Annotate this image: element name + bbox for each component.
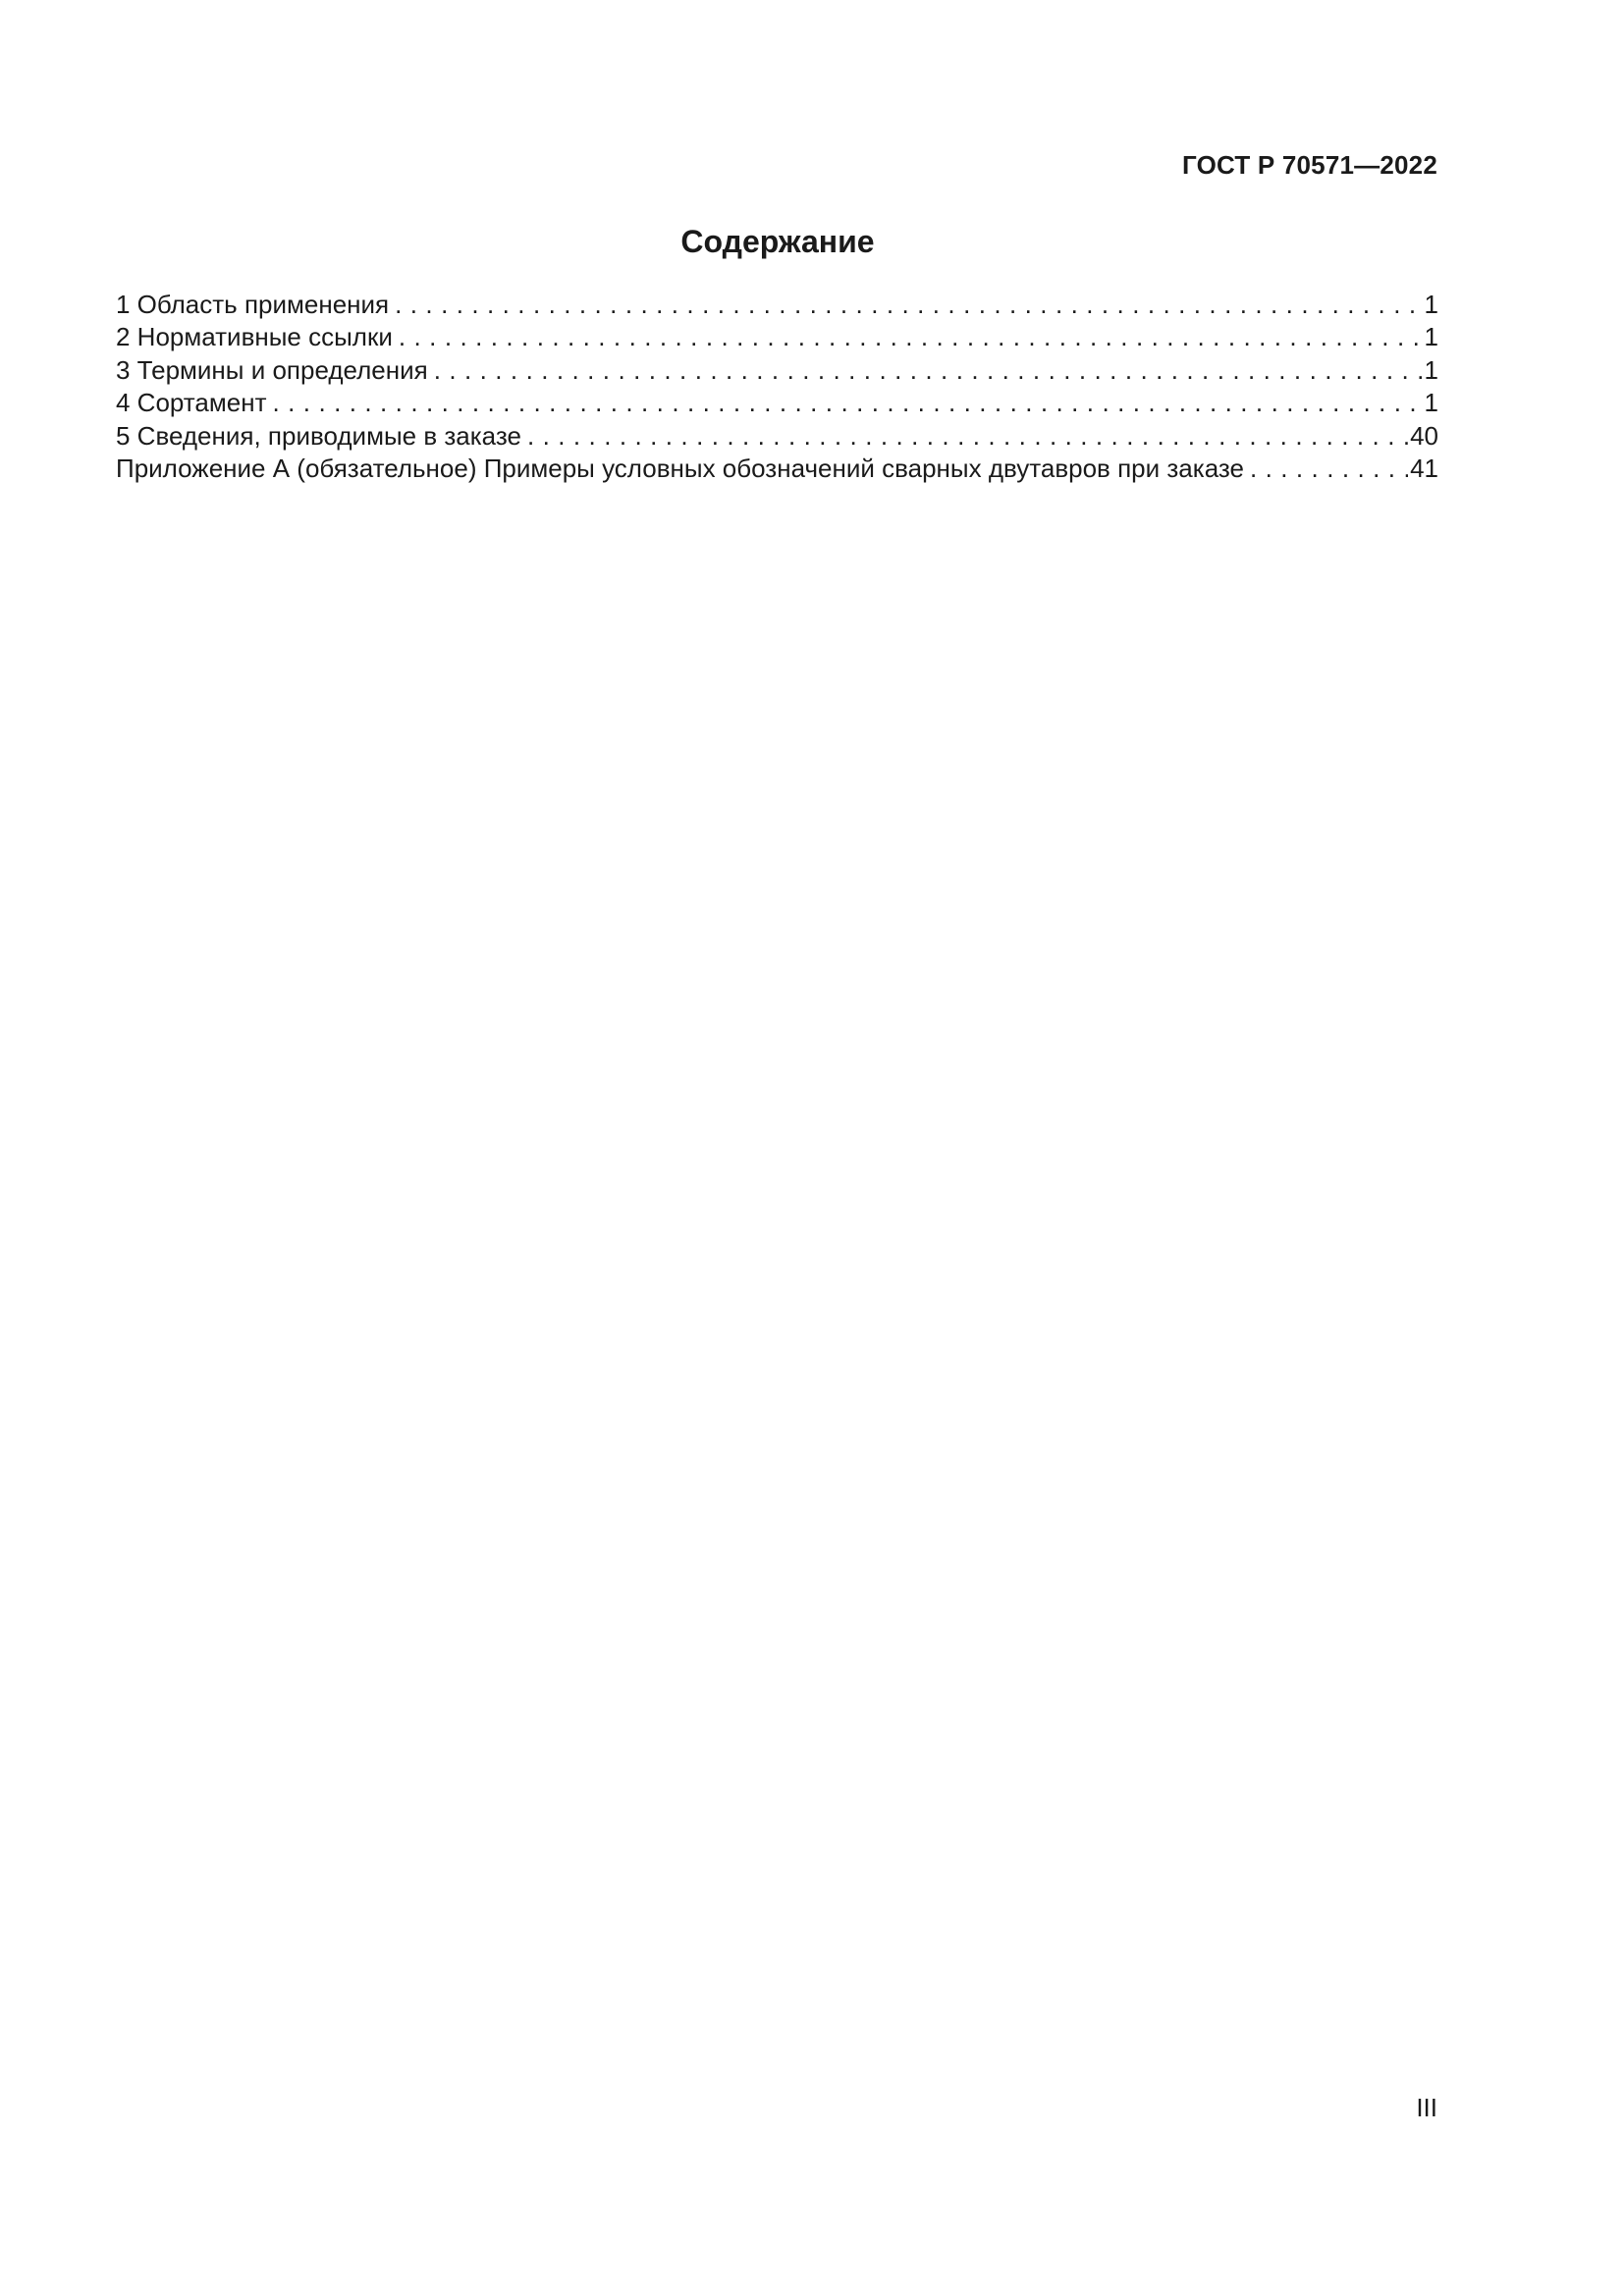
document-code: ГОСТ Р 70571—2022: [1182, 150, 1437, 180]
toc-entry-appendix-a[interactable]: [116, 453, 1438, 485]
toc-dot-leader: [434, 354, 1423, 387]
toc-entry-page: 1: [1424, 354, 1438, 385]
toc-entry-label: 5 Сведения, приводимые в заказе: [116, 420, 521, 451]
toc-dot-leader: [1250, 453, 1408, 485]
toc-entry-page: 41: [1410, 453, 1438, 483]
toc-entry-order-information[interactable]: [116, 420, 1438, 453]
toc-entry-page: 40: [1410, 420, 1438, 451]
toc-entry-label: 1 Область применения: [116, 290, 390, 319]
toc-entry-label: Приложение А (обязательное) Примеры условных обозначений сварных двутавров при заказе: [116, 453, 1244, 483]
toc-entry-label: 2 Нормативные ссылки: [116, 322, 393, 352]
toc-dot-leader: [273, 387, 1423, 419]
toc-title-text: Содержание: [680, 224, 875, 259]
toc-entry-page: 1: [1424, 290, 1438, 319]
toc-dot-leader: [527, 420, 1408, 453]
toc-entry-assortment[interactable]: [116, 387, 1438, 419]
toc-entry-terms-definitions[interactable]: [116, 354, 1438, 387]
toc-dot-leader: [395, 289, 1422, 321]
toc-entry-page: 1: [1424, 322, 1438, 352]
toc-entry-label: 3 Термины и определения: [116, 354, 428, 385]
toc-dot-leader: [399, 321, 1423, 353]
toc-entry-scope[interactable]: [116, 289, 1438, 321]
toc-entry-label: 4 Сортамент: [116, 388, 267, 418]
toc-title: [0, 224, 1624, 260]
toc-entry-page: 1: [1424, 388, 1438, 418]
toc-entry-normative-references[interactable]: [116, 321, 1438, 353]
table-of-contents: [116, 289, 1438, 485]
page-number: III: [1416, 2093, 1437, 2122]
